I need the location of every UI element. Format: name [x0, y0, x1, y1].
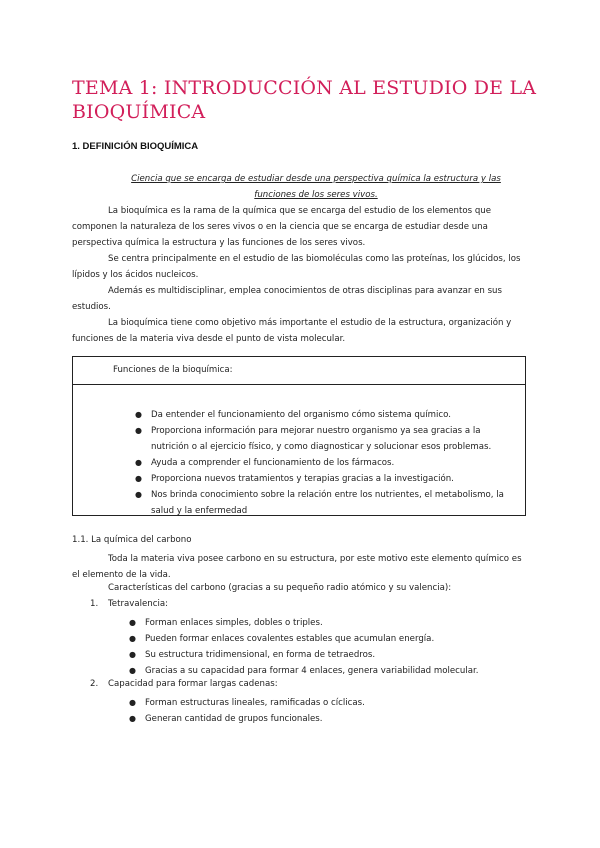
bullet-icon: ● — [135, 458, 142, 467]
list-item: ● Proporciona información para mejorar nuestro organismo ya sea gracias a la nutrición o al ejercicio físico, y como diagnosticar y solucionar esos problemas. — [151, 423, 521, 455]
paragraph: La bioquímica tiene como objetivo más importante el estudio de la estructura, organización y funciones de la materia viva desde el punto de vista molecular. — [72, 318, 512, 344]
bullet-icon: ● — [135, 426, 142, 435]
bullet-icon: ● — [135, 410, 142, 419]
document-title: TEMA 1: INTRODUCCIÓN AL ESTUDIO DE LA BIOQUÍMICA — [72, 77, 537, 123]
paragraph: Toda la materia viva posee carbono en su estructura, por este motivo este elemento químico es el elemento de la vida. — [72, 554, 522, 580]
functions-box-title: Funciones de la bioquímica: — [113, 365, 233, 375]
list-item: ● Proporciona nuevos tratamientos y terapias gracias a la investigación. — [151, 471, 521, 487]
numbered-item-label: Capacidad para formar largas cadenas: — [108, 679, 278, 689]
functions-box-header — [73, 357, 525, 385]
paragraph: La bioquímica es la rama de la química que se encarga del estudio de los elementos que componen la naturaleza de los seres vivos o en la ciencia que se encarga de estudiar desde una perspectiva química la estructura y las funciones de los seres vivos. — [72, 206, 492, 248]
list-item: ● Forman enlaces simples, dobles o triples. — [145, 615, 525, 631]
bullet-icon: ● — [129, 714, 136, 723]
functions-list — [135, 407, 521, 519]
paragraph: Se centra principalmente en el estudio de las biomoléculas como las proteínas, los glúcidos, los lípidos y los ácidos nucleicos. — [72, 254, 521, 280]
list-item: ● Nos brinda conocimiento sobre la relación entre los nutrientes, el metabolismo, la salud y la enfermedad — [151, 487, 521, 519]
list-item: ● Pueden formar enlaces covalentes estables que acumulan energía. — [145, 631, 525, 647]
list-item: ● Da entender el funcionamiento del organismo cómo sistema químico. — [151, 407, 521, 423]
bullet-icon: ● — [129, 650, 136, 659]
list-item: ● Forman estructuras lineales, ramificadas o cíclicas. — [145, 695, 525, 711]
bullet-icon: ● — [129, 666, 136, 675]
tetravalencia-list — [129, 615, 525, 679]
bullet-icon: ● — [129, 698, 136, 707]
bullet-icon: ● — [135, 474, 142, 483]
bullet-icon: ● — [135, 490, 142, 499]
characteristics-intro: Características del carbono (gracias a su pequeño radio atómico y su valencia): — [108, 583, 452, 593]
section-heading-quimica-carbono: 1.1. La química del carbono — [72, 535, 192, 545]
list-item: ● Gracias a su capacidad para formar 4 enlaces, genera variabilidad molecular. — [145, 663, 525, 679]
numbered-item-label: Tetravalencia: — [108, 599, 168, 609]
numbered-item-number: 1. — [90, 599, 99, 609]
bullet-icon: ● — [129, 618, 136, 627]
paragraph: Además es multidisciplinar, emplea conocimientos de otras disciplinas para avanzar en sus estudios. — [72, 286, 502, 312]
section-heading-definicion: 1. DEFINICIÓN BIOQUÍMICA — [72, 141, 199, 152]
list-item: ● Su estructura tridimensional, en forma de tetraedros. — [145, 647, 525, 663]
cadenas-list — [129, 695, 525, 727]
bullet-icon: ● — [129, 634, 136, 643]
numbered-item-number: 2. — [90, 679, 99, 689]
list-item: ● Generan cantidad de grupos funcionales. — [145, 711, 525, 727]
functions-box — [72, 356, 526, 516]
list-item: ● Ayuda a comprender el funcionamiento de los fármacos. — [151, 455, 521, 471]
definition-text: Ciencia que se encarga de estudiar desde una perspectiva química la estructura y las funciones de los seres vivos. — [131, 174, 501, 200]
